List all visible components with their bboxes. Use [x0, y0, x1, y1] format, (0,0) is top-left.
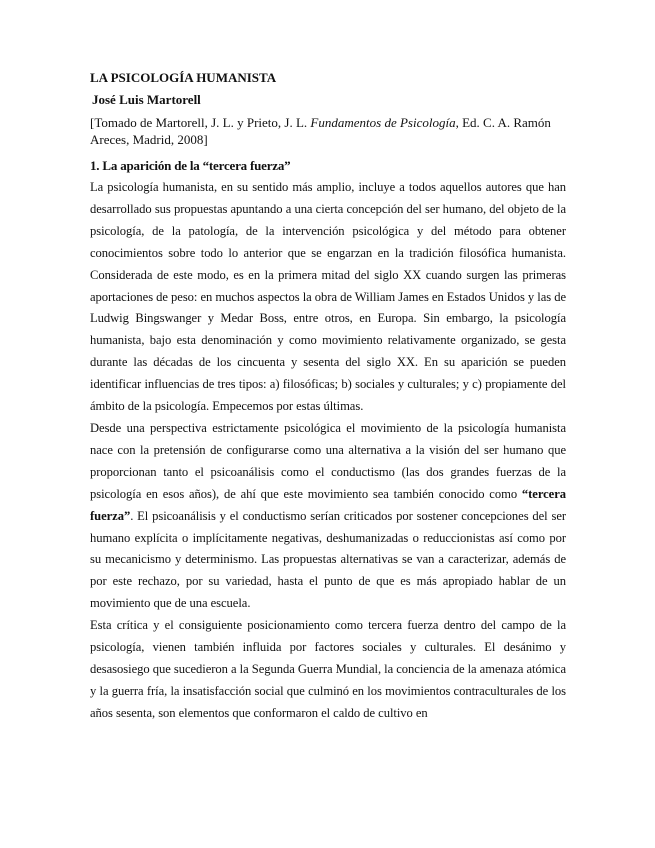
document-page: [90, 70, 566, 725]
paragraph-3: Esta crítica y el consiguiente posicionamiento como tercera fuerza dentro del campo de la psicología, vienen también influida por factores sociales y culturales. El desánimo y desasosiego que sucedieron a la Segunda Guerra Mundial, la conciencia de la amenaza atómica y la guerra fría, la insatisfacción social que culminó en los movimientos contraculturales de los años sesenta, son elementos que conformaron el caldo de cultivo en: [90, 618, 566, 720]
document-source: [90, 114, 566, 148]
document-title: LA PSICOLOGÍA HUMANISTA: [90, 70, 277, 85]
paragraph-2-text-before: Desde una perspectiva estrictamente psicológica el movimiento de la psicología humanista nace con la pretensión de configurarse como una alternativa a la visión del ser humano que proporcionan tanto el psicoanálisis como el conductismo (las dos grandes fuerzas de la psicología en esos años), de ahí que este movimiento sea también conocido como: [90, 420, 566, 501]
source-prefix: [Tomado de Martorell, J. L. y Prieto, J. L.: [90, 115, 311, 130]
source-book-title: Fundamentos de Psicología: [310, 115, 456, 130]
source-suffix: , Ed. C. A. Ramón Areces, Madrid, 2008]: [90, 115, 551, 147]
paragraph-2-text-after: . El psicoanálisis y el conductismo serían criticados por sostener concepciones del ser humano explícita o implícitamente negativas, deshumanizadas o reduccionistas así como por su mecanicismo y determinismo. Las propuestas alternativas se van a caracterizar, además de por este rechazo, por su variedad, hasta el punto de que es más apropiado hablar de un movimiento que de una escuela.: [90, 508, 566, 611]
paragraph-2-bold-term: “tercera fuerza”: [90, 486, 566, 523]
paragraph-2: [90, 418, 566, 615]
section-heading: 1. La aparición de la “tercera fuerza”: [90, 158, 291, 173]
document-author: José Luis Martorell: [92, 92, 201, 107]
paragraph-1: La psicología humanista, en su sentido más amplio, incluye a todos aquellos autores que han desarrollado sus propuestas apuntando a una cierta concepción del ser humano, del objeto de la psicología, de la patología, de la intervención psicológica y del método para obtener conocimientos sobre todo lo anterior que se engarzan en la tradición filosófica humanista. Considerada de este modo, es en la primera mitad del siglo XX cuando surgen las primeras aportaciones de peso: en muchos aspectos la obra de William James en Estados Unidos y las de Ludwig Bingswanger y Medar Boss, entre otros, en Europa. Sin embargo, la psicología humanista, bajo esta denominación y como movimiento relativamente organizado, se gesta durante las décadas de los cincuenta y sesenta del siglo XX. En su aparición se pueden identificar influencias de tres tipos: a) filosóficas; b) sociales y culturales; y c) propiamente del ámbito de la psicología. Empecemos por estas últimas.: [90, 180, 566, 414]
